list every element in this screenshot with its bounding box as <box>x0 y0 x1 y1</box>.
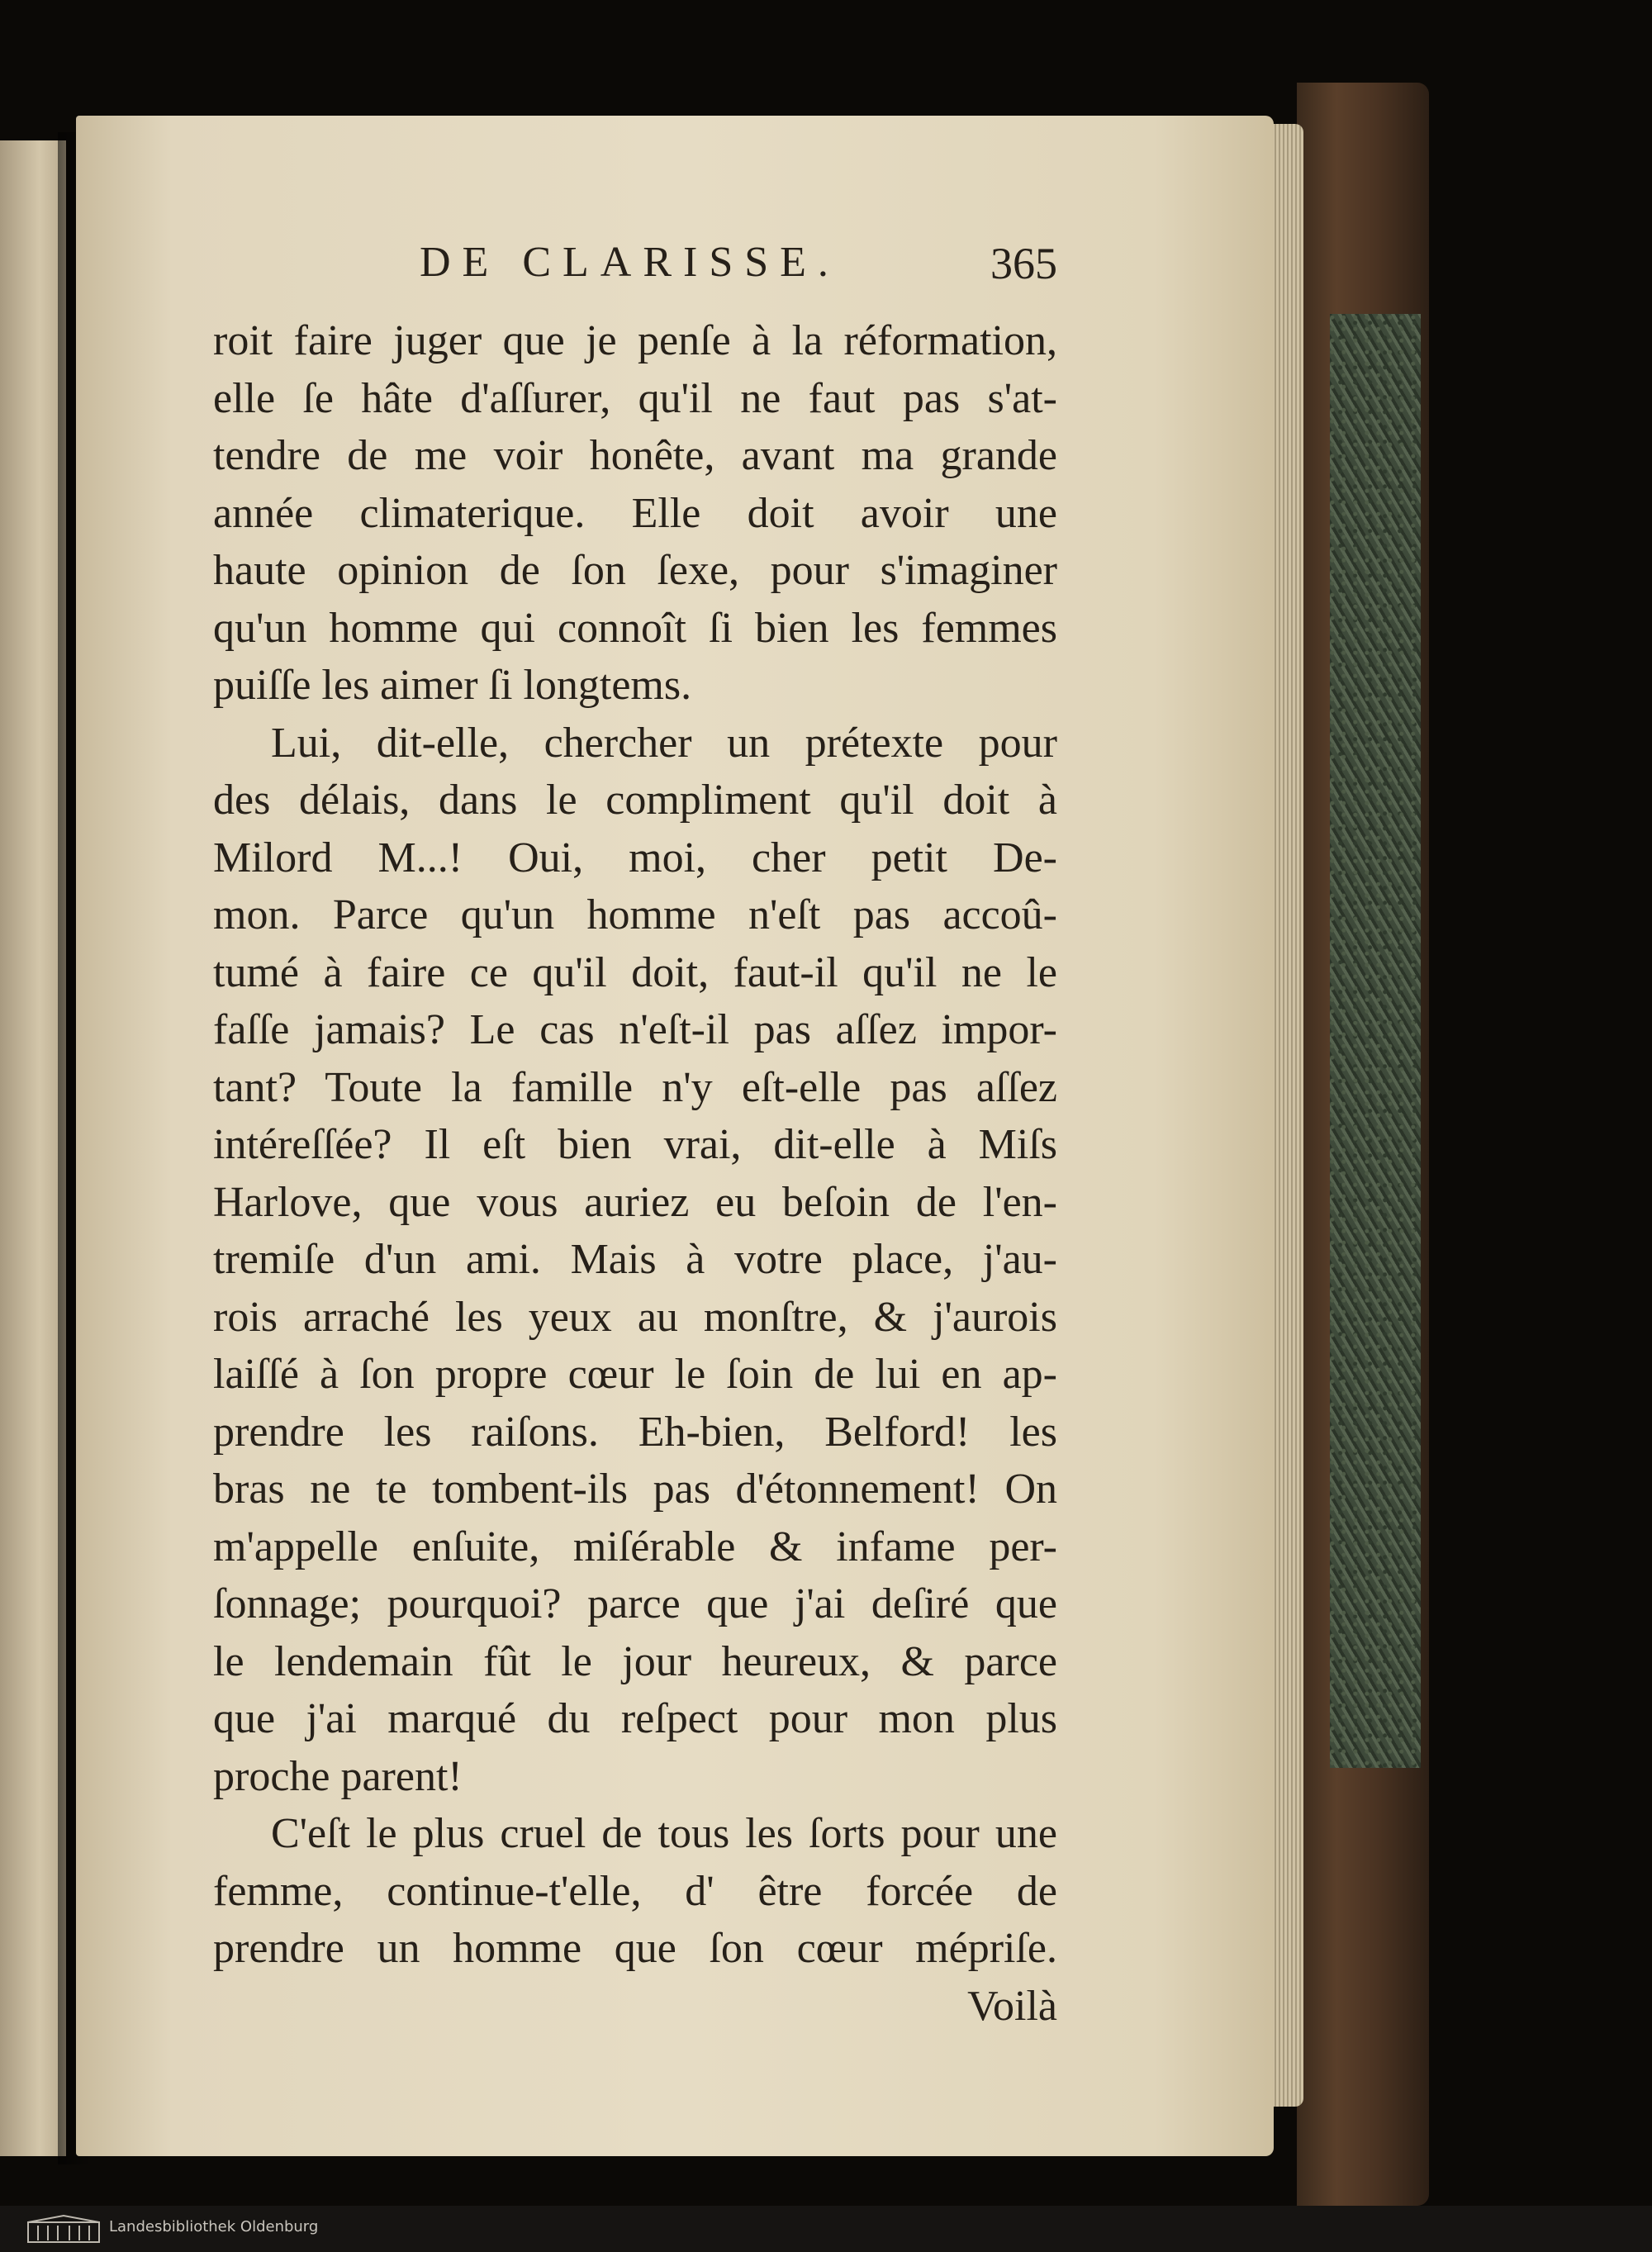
text-line: m'appelle enſuite, miſérable & infame per- <box>213 1523 1057 1570</box>
text-line: tumé à faire ce qu'il doit, faut-il qu'il ne le <box>213 948 1057 996</box>
running-title: DE CLARISSE. <box>420 239 840 286</box>
text-line: puiſſe les aimer ſi longtems. <box>213 662 692 709</box>
page-number: 365 <box>990 239 1057 288</box>
text-line: le lendemain fût le jour heureux, & parce <box>213 1637 1057 1685</box>
text-line: Harlove, que vous auriez eu beſoin de l'en- <box>213 1178 1057 1226</box>
text-line: rois arraché les yeux au monſtre, & j'aurois <box>213 1293 1057 1341</box>
text-line: tremiſe d'un ami. Mais à votre place, j'au- <box>213 1236 1057 1283</box>
text-line: tant? Toute la famille n'y eſt-elle pas aſſez <box>213 1063 1057 1111</box>
library-name: Landesbibliothek Oldenburg <box>109 2218 319 2235</box>
page-text <box>213 238 1057 2035</box>
text-line: haute opinion de ſon ſexe, pour s'imaginer <box>213 547 1057 594</box>
text-line: faſſe jamais? Le cas n'eſt-il pas aſſez impor- <box>213 1006 1057 1053</box>
facing-page <box>0 140 66 2156</box>
text-line: bras ne te tombent-ils pas d'étonnement! On <box>213 1466 1057 1513</box>
text-line: intéreſſée? Il eſt bien vrai, dit-elle à Miſs <box>213 1121 1057 1168</box>
text-line: tendre de me voir honête, avant ma grande <box>213 432 1057 479</box>
text-line: des délais, dans le compliment qu'il doit à <box>213 777 1057 824</box>
text-line: elle ſe hâte d'aſſurer, qu'il ne faut pas s'at- <box>213 374 1057 422</box>
text-line: C'eſt le plus cruel de tous les ſorts pour une <box>271 1810 1057 1857</box>
text-line: proche parent! <box>213 1752 463 1800</box>
cover-marbling <box>1330 314 1421 1768</box>
text-line: année climaterique. Elle doit avoir une <box>213 489 1057 537</box>
text-line: femme, continue-t'elle, d' être forcée de <box>213 1867 1057 1915</box>
text-line: ſonnage; pourquoi? parce que j'ai deſiré que <box>213 1580 1057 1627</box>
text-line: mon. Parce qu'un homme n'eſt pas accoû- <box>213 891 1057 938</box>
text-line: prendre un homme que ſon cœur mépriſe. <box>213 1925 1057 1972</box>
page-header <box>213 238 1057 312</box>
text-line: que j'ai marqué du reſpect pour mon plus <box>213 1695 1057 1742</box>
text-line: laiſſé à ſon propre cœur le ſoin de lui en ap- <box>213 1351 1057 1398</box>
text-line: qu'un homme qui connoît ſi bien les femmes <box>213 604 1057 652</box>
catchword: Voilà <box>967 1982 1057 2030</box>
text-line: Lui, dit-elle, chercher un prétexte pour <box>271 719 1057 767</box>
text-line: Milord M...! Oui, moi, cher petit De- <box>213 834 1057 881</box>
footer-bar <box>0 2206 1652 2252</box>
text-line: roit faire juger que je penſe à la réformation, <box>213 317 1057 364</box>
library-building-icon <box>26 2214 101 2244</box>
text-line: prendre les raiſons. Eh-bien, Belford! les <box>213 1408 1057 1456</box>
